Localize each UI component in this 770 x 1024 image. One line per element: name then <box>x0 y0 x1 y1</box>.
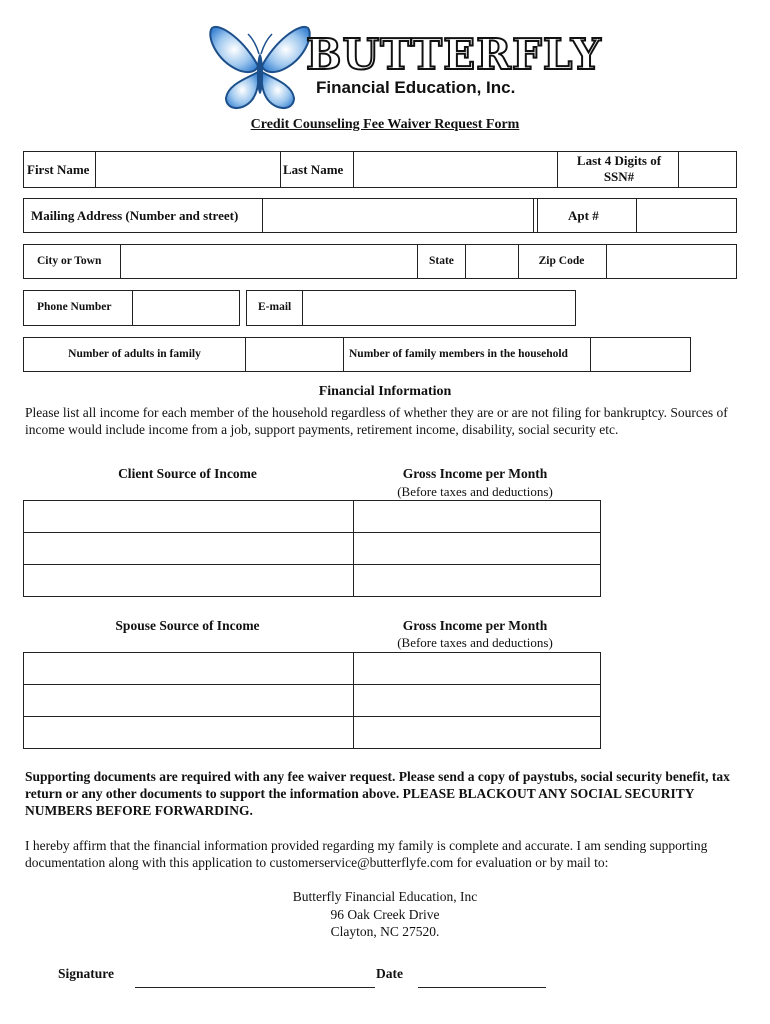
client-income-heading: Client Source of Income <box>118 466 257 481</box>
phone-label: Phone Number <box>37 301 112 313</box>
signature-label: Signature <box>58 966 115 981</box>
mailing-address-field[interactable] <box>263 199 533 232</box>
table-row[interactable] <box>24 533 600 565</box>
household-label: Number of family members in the household <box>349 348 568 360</box>
ssn-field[interactable] <box>679 152 736 187</box>
signature-line[interactable] <box>135 987 375 988</box>
spouse-gross-subheading: (Before taxes and deductions) <box>397 635 553 650</box>
address-line-1: Butterfly Financial Education, Inc <box>292 889 478 904</box>
phone-box <box>23 290 240 326</box>
butterfly-logo-icon <box>208 22 312 114</box>
first-name-field[interactable] <box>96 152 280 187</box>
date-label: Date <box>376 966 403 981</box>
mailing-address-block <box>0 888 770 941</box>
logo-subtitle: Financial Education, Inc. <box>316 78 516 97</box>
state-label: State <box>429 255 454 267</box>
financial-intro: Please list all income for each member of the household regardless of whether they are or are not filing for bankruptcy. Sources of income would include income from a job, support payments, retirement income, disability, social security etc. <box>25 405 728 437</box>
apt-field[interactable] <box>637 199 736 232</box>
email-field[interactable] <box>303 291 575 325</box>
zip-field[interactable] <box>607 245 736 278</box>
ssn-label <box>560 153 678 185</box>
table-row[interactable] <box>24 717 600 748</box>
phone-field[interactable] <box>133 291 239 325</box>
adults-label: Number of adults in family <box>68 348 201 360</box>
last-name-label: Last Name <box>283 162 344 177</box>
zip-label: Zip Code <box>538 255 585 267</box>
adults-field[interactable] <box>246 338 343 371</box>
ssn-label-line2: SSN# <box>603 169 635 184</box>
table-row[interactable] <box>24 653 600 685</box>
family-row <box>23 337 691 372</box>
household-field[interactable] <box>591 338 690 371</box>
last-name-field[interactable] <box>354 152 557 187</box>
client-income-table <box>23 500 601 597</box>
table-row[interactable] <box>24 685 600 717</box>
email-label: E-mail <box>258 301 292 313</box>
address-line-2: 96 Oak Creek Drive <box>330 906 440 922</box>
financial-info-title: Financial Information <box>318 384 452 399</box>
mailing-address-label: Mailing Address (Number and street) <box>31 208 239 223</box>
email-box <box>246 290 576 326</box>
city-row <box>23 244 737 279</box>
spouse-gross-heading: Gross Income per Month <box>402 618 548 633</box>
address-row <box>23 198 737 233</box>
client-gross-heading: Gross Income per Month <box>402 466 548 481</box>
ssn-label-line1: Last 4 Digits of <box>576 153 662 168</box>
city-field[interactable] <box>121 245 417 278</box>
apt-label: Apt # <box>568 208 599 223</box>
supporting-documents-notice: Supporting documents are required with any fee waiver request. Please send a copy of paystubs, social security benefit, tax return or any other documents to support the information above. PLEASE BLACKOUT ANY SOCIAL SECURITY NUMBERS BEFORE FORWARDING. <box>25 769 730 818</box>
state-field[interactable] <box>466 245 518 278</box>
form-title: Credit Counseling Fee Waiver Request Form <box>250 117 520 132</box>
client-gross-subheading: (Before taxes and deductions) <box>397 484 553 499</box>
table-row[interactable] <box>24 565 600 596</box>
first-name-label: First Name <box>27 162 90 177</box>
affirmation-text: I hereby affirm that the financial information provided regarding my family is complete and accurate. I am sending supporting documentation along with this application to customerservice@butterflyfe.com for evaluation or by mail to: <box>25 838 708 870</box>
logo-wordmark: BUTTERFLY <box>306 30 602 79</box>
city-label: City or Town <box>37 255 102 267</box>
name-row <box>23 151 737 188</box>
address-line-3: Clayton, NC 27520. <box>330 924 440 939</box>
date-line[interactable] <box>418 987 546 988</box>
spouse-income-table <box>23 652 601 749</box>
spouse-income-heading: Spouse Source of Income <box>115 618 260 633</box>
table-row[interactable] <box>24 501 600 533</box>
